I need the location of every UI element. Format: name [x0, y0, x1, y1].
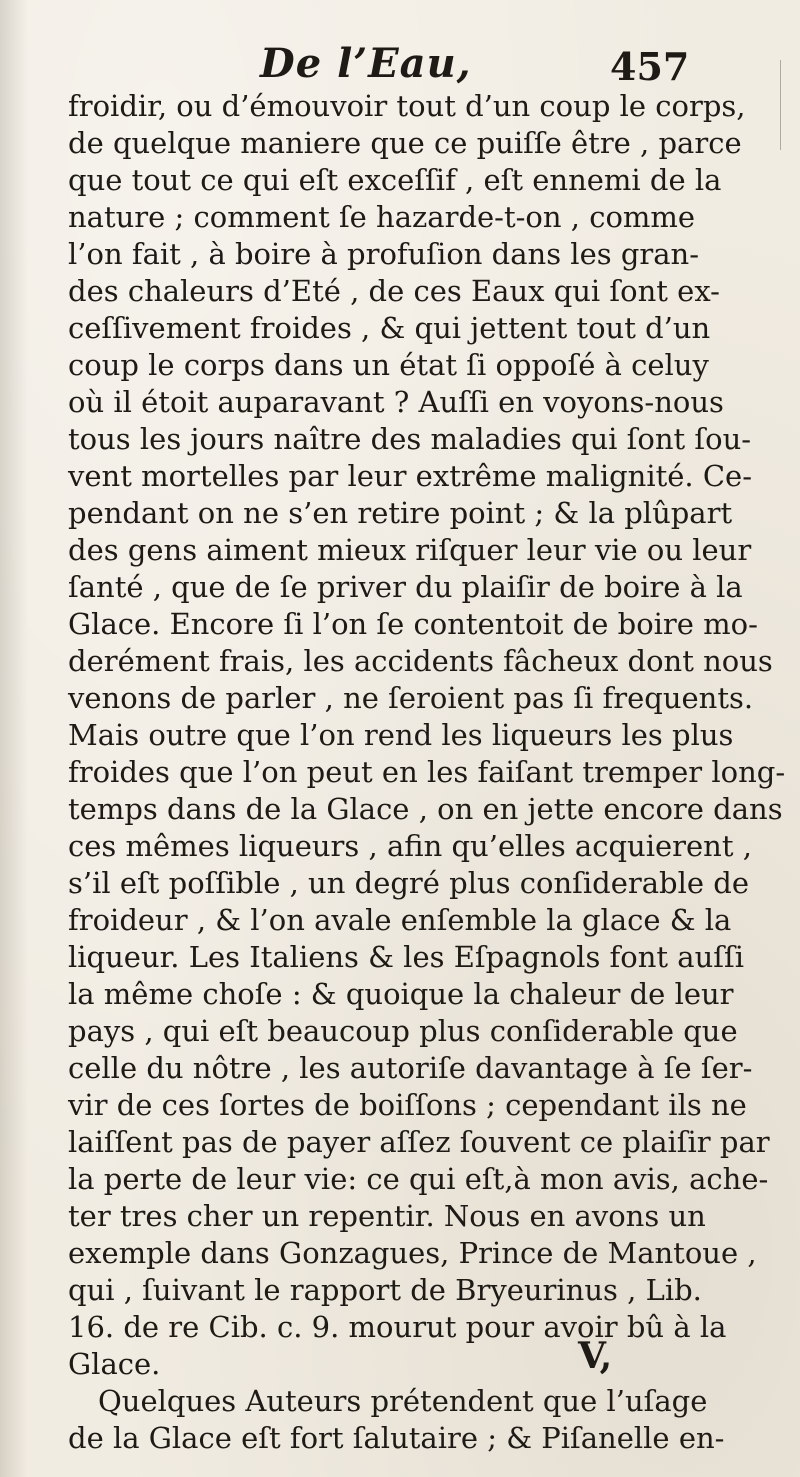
text-line: exemple dans Gonzagues, Prince de Mantoue ,: [68, 1236, 757, 1270]
page-number: 457: [610, 44, 690, 89]
text-line: venons de parler , ne ſeroient pas ſi frequents.: [68, 681, 754, 715]
text-line: temps dans de la Glace , on en jette encore dans: [68, 792, 783, 826]
text-line: ces mêmes liqueurs , afin qu’elles acquierent ,: [68, 829, 752, 863]
text-line: derément frais, les accidents fâcheux dont nous: [68, 644, 773, 678]
text-line: liqueur. Les Italiens & les Eſpagnols font auſſi: [68, 940, 745, 974]
text-line: coup le corps dans un état ſi oppoſé à celuy: [68, 348, 709, 382]
text-line: ceſſivement froides , & qui jettent tout d’un: [68, 311, 711, 345]
text-line: pendant on ne s’en retire point ; & la plûpart: [68, 496, 733, 530]
text-line: tous les jours naître des maladies qui ſont ſou-: [68, 422, 752, 456]
text-line: nature ; comment ſe hazarde-t-on , comme: [68, 200, 696, 234]
text-line: laiſſent pas de payer aſſez ſouvent ce plaiſir par: [68, 1125, 770, 1159]
running-title: De l’Eau,: [260, 40, 472, 87]
text-line: froides que l’on peut en les faiſant tremper long-: [68, 755, 786, 789]
text-line: ter tres cher un repentir. Nous en avons un: [68, 1199, 706, 1233]
text-line: pays , qui eſt beaucoup plus conſiderable que: [68, 1014, 738, 1048]
text-line: qui , ſuivant le rapport de Bryeurinus , Lib.: [68, 1273, 702, 1307]
text-line: s’il eſt poſſible , un degré plus conſiderable de: [68, 866, 749, 900]
text-line: Glace.: [68, 1347, 161, 1381]
page-edge-shadow: [0, 0, 28, 1477]
text-line: où il étoit auparavant ? Auſſi en voyons-nous: [68, 385, 724, 419]
text-line: que tout ce qui eſt exceſſif , eſt ennemi de la: [68, 163, 722, 197]
text-line: l’on fait , à boire à profuſion dans les gran-: [68, 237, 700, 271]
text-line: de quelque maniere que ce puiſſe être , parce: [68, 126, 742, 160]
signature-mark: V,: [578, 1335, 613, 1377]
text-line: Mais outre que l’on rend les liqueurs les plus: [68, 718, 734, 752]
text-line: vent mortelles par leur extrême malignité. Ce-: [68, 459, 753, 493]
text-line: vir de ces ſortes de boiſſons ; cependant ils ne: [68, 1088, 747, 1122]
text-line: de la Glace eſt fort ſalutaire ; & Piſanelle en-: [68, 1421, 725, 1455]
text-line: froideur , & l’on avale enſemble la glace & la: [68, 903, 732, 937]
text-line: Quelques Auteurs prétendent que l’uſage: [98, 1384, 708, 1418]
text-line: 16. de re Cib. c. 9. mourut pour avoir bû à la: [68, 1310, 727, 1344]
text-line: froidir, ou d’émouvoir tout d’un coup le corps,: [68, 89, 746, 123]
text-line: la même choſe : & quoique la chaleur de leur: [68, 977, 734, 1011]
text-line: des chaleurs d’Eté , de ces Eaux qui ſont ex-: [68, 274, 720, 308]
text-line: celle du nôtre , les autoriſe davantage à ſe ſer-: [68, 1051, 753, 1085]
text-line: ſanté , que de ſe priver du plaiſir de boire à la: [68, 570, 743, 604]
text-line: la perte de leur vie: ce qui eſt,à mon avis, ache-: [68, 1162, 769, 1196]
body-text: [68, 88, 786, 1457]
text-line: Glace. Encore ſi l’on ſe contentoit de boire mo-: [68, 607, 758, 641]
text-line: des gens aiment mieux riſquer leur vie ou leur: [68, 533, 752, 567]
